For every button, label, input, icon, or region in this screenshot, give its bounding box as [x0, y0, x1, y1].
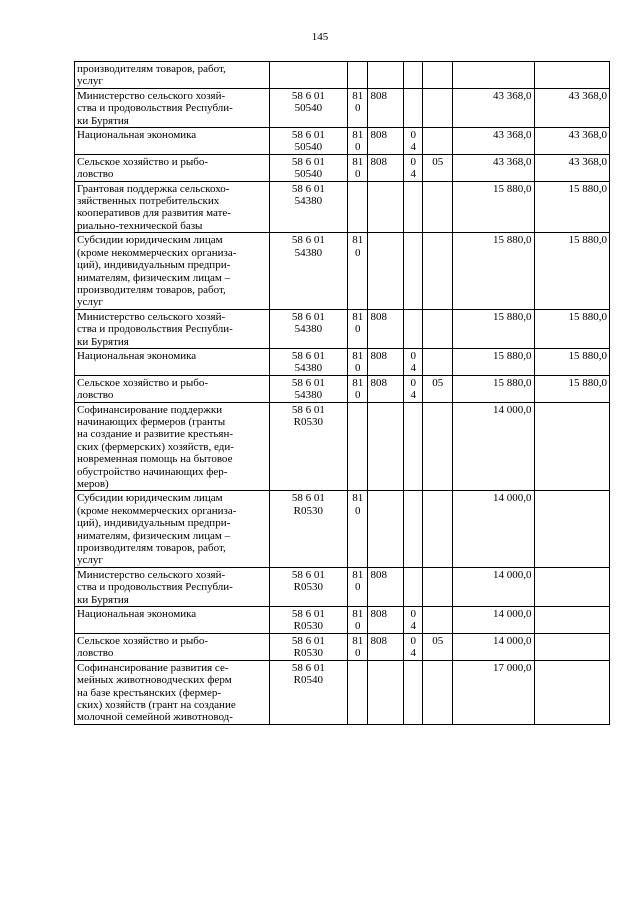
cell-section: [404, 88, 423, 127]
cell-line: обустройство начинающих фер-: [77, 465, 228, 478]
cell-line: 81: [352, 89, 364, 102]
table-row: [75, 348, 610, 375]
cell-expense-type: [348, 181, 368, 233]
cell-line: 0: [355, 647, 361, 660]
cell-line: новременная помощь на бытовое: [77, 453, 233, 466]
cell-section: [404, 309, 423, 348]
cell-target-code: [269, 402, 347, 491]
cell-line: 81: [352, 234, 364, 247]
cell-line: 58 6 01: [291, 89, 325, 102]
cell-subsection: [423, 567, 453, 606]
cell-line: 0: [410, 376, 417, 389]
cell-subsection: 05: [423, 154, 453, 181]
cell-line: 81: [352, 310, 364, 323]
cell-target-code: [269, 348, 347, 375]
cell-expense-type: [348, 309, 368, 348]
cell-amount-1: 14 000,0: [453, 491, 535, 567]
cell-item-name: [75, 128, 270, 155]
cell-item-name: [75, 491, 270, 567]
cell-item-name: [75, 233, 270, 309]
cell-target-code: [269, 128, 347, 155]
cell-line: молочной семейной животновод-: [77, 711, 233, 724]
cell-line: 0: [355, 620, 361, 633]
cell-line: 54380: [294, 195, 323, 208]
cell-expense-type: [348, 567, 368, 606]
cell-subsection: 05: [423, 375, 453, 402]
cell-target-code: [269, 233, 347, 309]
cell-line: 58 6 01: [291, 349, 325, 362]
cell-administrator: [368, 660, 404, 724]
table-row: [75, 233, 610, 309]
cell-expense-type: [348, 607, 368, 634]
cell-line: производителям товаров, работ,: [77, 542, 226, 555]
cell-line: ства и продовольствия Республи-: [77, 323, 233, 336]
cell-line: 0: [410, 129, 417, 142]
cell-line: (кроме некоммерческих организа-: [77, 504, 237, 517]
cell-line: Министерство сельского хозяй-: [77, 310, 226, 323]
cell-line: 0: [355, 362, 361, 375]
cell-line: ских) хозяйств (грант на создание: [77, 698, 236, 711]
cell-line: R0540: [293, 674, 324, 687]
cell-subsection: [423, 88, 453, 127]
cell-section: [404, 181, 423, 233]
cell-item-name: [75, 633, 270, 660]
cell-line: Сельское хозяйство и рыбо-: [77, 376, 209, 389]
cell-line: 0: [410, 608, 417, 621]
cell-line: 50540: [294, 102, 323, 115]
cell-line: 0: [410, 634, 417, 647]
cell-administrator: 808: [368, 375, 404, 402]
cell-amount-2: [534, 660, 609, 724]
cell-line: ловство: [77, 168, 114, 181]
cell-line: 58 6 01: [291, 182, 325, 195]
cell-target-code: [269, 633, 347, 660]
table-row: [75, 607, 610, 634]
cell-line: Министерство сельского хозяй-: [77, 568, 226, 581]
cell-amount-2: [534, 607, 609, 634]
cell-line: 58 6 01: [291, 661, 325, 674]
cell-section: [404, 62, 423, 89]
cell-line: 54380: [294, 389, 323, 402]
cell-line: 4: [410, 141, 417, 154]
table-row: [75, 181, 610, 233]
cell-amount-2: 15 880,0: [534, 181, 609, 233]
cell-expense-type: [348, 233, 368, 309]
cell-target-code: [269, 62, 347, 89]
cell-line: Софинансирование развития се-: [77, 661, 229, 674]
cell-subsection: [423, 660, 453, 724]
cell-line: 4: [410, 168, 417, 181]
cell-item-name: [75, 88, 270, 127]
table-row: [75, 375, 610, 402]
cell-amount-2: [534, 633, 609, 660]
budget-table-body: [75, 62, 610, 725]
cell-line: ловство: [77, 647, 114, 660]
cell-line: Субсидии юридическим лицам: [77, 492, 223, 505]
cell-line: ства и продовольствия Республи-: [77, 581, 233, 594]
cell-line: Субсидии юридическим лицам: [77, 234, 223, 247]
cell-target-code: [269, 88, 347, 127]
cell-section: [404, 128, 423, 155]
cell-line: нимателям, физическим лицам –: [77, 271, 231, 284]
cell-item-name: [75, 402, 270, 491]
cell-line: 54380: [294, 362, 323, 375]
cell-amount-1: 15 880,0: [453, 233, 535, 309]
cell-section: [404, 567, 423, 606]
cell-item-name: [75, 567, 270, 606]
cell-line: 50540: [294, 141, 323, 154]
cell-line: 0: [410, 155, 417, 168]
cell-amount-2: 15 880,0: [534, 233, 609, 309]
cell-administrator: [368, 233, 404, 309]
cell-amount-1: 14 000,0: [453, 633, 535, 660]
cell-line: Национальная экономика: [77, 608, 197, 621]
cell-section: [404, 154, 423, 181]
cell-line: R0530: [293, 620, 324, 633]
table-row: [75, 567, 610, 606]
cell-amount-2: 43 368,0: [534, 88, 609, 127]
cell-line: 4: [410, 362, 417, 375]
cell-line: услуг: [77, 75, 103, 88]
cell-section: [404, 607, 423, 634]
cell-line: риально-технической базы: [77, 219, 203, 232]
cell-line: Сельское хозяйство и рыбо-: [77, 155, 209, 168]
cell-subsection: [423, 607, 453, 634]
cell-amount-1: 43 368,0: [453, 88, 535, 127]
cell-administrator: [368, 181, 404, 233]
cell-item-name: [75, 181, 270, 233]
cell-expense-type: [348, 660, 368, 724]
cell-administrator: 808: [368, 607, 404, 634]
cell-line: 0: [410, 349, 417, 362]
table-row: [75, 154, 610, 181]
cell-amount-2: 43 368,0: [534, 154, 609, 181]
cell-expense-type: [348, 62, 368, 89]
cell-line: меров): [77, 478, 109, 490]
cell-line: Софинансирование поддержки: [77, 403, 223, 416]
cell-target-code: [269, 567, 347, 606]
cell-line: 81: [352, 376, 364, 389]
cell-subsection: [423, 181, 453, 233]
cell-line: Грантовая поддержка сельскохо-: [77, 182, 230, 195]
cell-expense-type: [348, 88, 368, 127]
cell-line: ций), индивидуальным предпри-: [77, 517, 231, 530]
cell-line: 81: [352, 129, 364, 142]
cell-amount-2: 15 880,0: [534, 375, 609, 402]
cell-line: на базе крестьянских (фермер-: [77, 686, 222, 699]
cell-line: R0530: [293, 504, 324, 517]
cell-item-name: [75, 607, 270, 634]
cell-line: 0: [355, 102, 361, 115]
cell-amount-1: 17 000,0: [453, 660, 535, 724]
cell-line: 58 6 01: [291, 376, 325, 389]
cell-amount-2: [534, 491, 609, 567]
cell-target-code: [269, 491, 347, 567]
cell-amount-1: 43 368,0: [453, 128, 535, 155]
cell-line: 4: [410, 620, 417, 633]
cell-line: 81: [352, 568, 364, 581]
cell-target-code: [269, 181, 347, 233]
cell-line: услуг: [77, 296, 103, 309]
cell-amount-1: 15 880,0: [453, 181, 535, 233]
cell-line: 0: [355, 141, 361, 154]
cell-line: мейных животноводческих ферм: [77, 674, 232, 687]
cell-administrator: 808: [368, 309, 404, 348]
cell-section: [404, 491, 423, 567]
table-row: [75, 402, 610, 491]
cell-line: 0: [355, 504, 361, 517]
cell-administrator: [368, 62, 404, 89]
cell-section: [404, 633, 423, 660]
cell-line: 0: [355, 246, 361, 259]
cell-section: [404, 348, 423, 375]
cell-line: 58 6 01: [291, 129, 325, 142]
cell-line: ки Бурятия: [77, 593, 129, 606]
cell-line: 58 6 01: [291, 155, 325, 168]
cell-line: Национальная экономика: [77, 129, 197, 142]
cell-line: 54380: [294, 323, 323, 336]
cell-line: начинающих фермеров (гранты: [77, 415, 226, 428]
cell-line: 81: [352, 349, 364, 362]
cell-subsection: [423, 348, 453, 375]
cell-subsection: [423, 62, 453, 89]
cell-line: производителям товаров, работ,: [77, 63, 226, 75]
cell-amount-1: 15 880,0: [453, 348, 535, 375]
cell-amount-1: 15 880,0: [453, 375, 535, 402]
cell-line: ловство: [77, 389, 114, 402]
cell-line: 0: [355, 581, 361, 594]
cell-line: 0: [355, 168, 361, 181]
cell-item-name: [75, 154, 270, 181]
cell-target-code: [269, 607, 347, 634]
table-row: [75, 633, 610, 660]
cell-expense-type: [348, 633, 368, 660]
cell-administrator: [368, 402, 404, 491]
cell-line: R0530: [293, 581, 324, 594]
cell-line: 58 6 01: [291, 608, 325, 621]
cell-subsection: [423, 233, 453, 309]
cell-line: 58 6 01: [291, 403, 325, 416]
cell-amount-1: 43 368,0: [453, 154, 535, 181]
cell-section: [404, 375, 423, 402]
cell-administrator: 808: [368, 567, 404, 606]
cell-line: 81: [352, 492, 364, 505]
cell-section: [404, 233, 423, 309]
cell-line: Сельское хозяйство и рыбо-: [77, 634, 209, 647]
cell-line: 50540: [294, 168, 323, 181]
cell-line: ки Бурятия: [77, 335, 129, 348]
cell-line: ций), индивидуальным предпри-: [77, 259, 231, 272]
cell-subsection: [423, 402, 453, 491]
cell-expense-type: [348, 128, 368, 155]
cell-subsection: [423, 491, 453, 567]
table-row: [75, 660, 610, 724]
cell-amount-2: 15 880,0: [534, 309, 609, 348]
cell-line: 81: [352, 155, 364, 168]
cell-amount-1: [453, 62, 535, 89]
cell-target-code: [269, 375, 347, 402]
cell-line: ских (фермерских) хозяйств, еди-: [77, 440, 234, 453]
cell-item-name: [75, 348, 270, 375]
cell-line: 0: [355, 389, 361, 402]
cell-amount-2: [534, 567, 609, 606]
cell-line: нимателям, физическим лицам –: [77, 529, 231, 542]
cell-section: [404, 660, 423, 724]
table-row: [75, 309, 610, 348]
cell-line: 81: [352, 634, 364, 647]
cell-line: кооперативов для развития мате-: [77, 207, 231, 220]
cell-amount-1: 14 000,0: [453, 607, 535, 634]
cell-line: 58 6 01: [291, 492, 325, 505]
cell-target-code: [269, 154, 347, 181]
cell-item-name: [75, 309, 270, 348]
cell-administrator: 808: [368, 633, 404, 660]
cell-line: 58 6 01: [291, 310, 325, 323]
cell-subsection: [423, 128, 453, 155]
table-row: [75, 491, 610, 567]
cell-expense-type: [348, 154, 368, 181]
cell-amount-2: [534, 402, 609, 491]
cell-administrator: 808: [368, 154, 404, 181]
cell-amount-2: 15 880,0: [534, 348, 609, 375]
cell-line: Национальная экономика: [77, 349, 197, 362]
table-row: [75, 88, 610, 127]
cell-administrator: [368, 491, 404, 567]
cell-line: ки Бурятия: [77, 114, 129, 127]
cell-line: 0: [355, 323, 361, 336]
cell-administrator: 808: [368, 88, 404, 127]
cell-subsection: [423, 309, 453, 348]
table-row: [75, 62, 610, 89]
cell-target-code: [269, 660, 347, 724]
cell-expense-type: [348, 402, 368, 491]
budget-table: [74, 61, 610, 725]
cell-line: услуг: [77, 554, 103, 567]
cell-line: R0530: [293, 415, 324, 428]
cell-line: R0530: [293, 647, 324, 660]
cell-line: 58 6 01: [291, 634, 325, 647]
cell-administrator: 808: [368, 348, 404, 375]
cell-line: (кроме некоммерческих организа-: [77, 246, 237, 259]
cell-line: на создание и развитие крестьян-: [77, 428, 234, 441]
cell-line: 54380: [294, 246, 323, 259]
cell-expense-type: [348, 348, 368, 375]
cell-line: зяйственных потребительских: [77, 195, 220, 208]
cell-line: 58 6 01: [291, 568, 325, 581]
page-number: 145: [311, 31, 329, 43]
cell-line: 4: [410, 389, 417, 402]
cell-amount-1: 15 880,0: [453, 309, 535, 348]
cell-subsection: 05: [423, 633, 453, 660]
cell-line: ства и продовольствия Республи-: [77, 102, 233, 115]
cell-administrator: 808: [368, 128, 404, 155]
cell-item-name: [75, 375, 270, 402]
cell-expense-type: [348, 491, 368, 567]
cell-section: [404, 402, 423, 491]
cell-line: производителям товаров, работ,: [77, 283, 226, 296]
cell-item-name: [75, 62, 270, 89]
cell-amount-1: 14 000,0: [453, 567, 535, 606]
cell-line: 58 6 01: [291, 234, 325, 247]
cell-item-name: [75, 660, 270, 724]
table-row: [75, 128, 610, 155]
cell-line: 4: [410, 647, 417, 660]
cell-line: 81: [352, 608, 364, 621]
cell-line: Министерство сельского хозяй-: [77, 89, 226, 102]
cell-amount-2: [534, 62, 609, 89]
cell-target-code: [269, 309, 347, 348]
cell-expense-type: [348, 375, 368, 402]
cell-amount-1: 14 000,0: [453, 402, 535, 491]
cell-amount-2: 43 368,0: [534, 128, 609, 155]
